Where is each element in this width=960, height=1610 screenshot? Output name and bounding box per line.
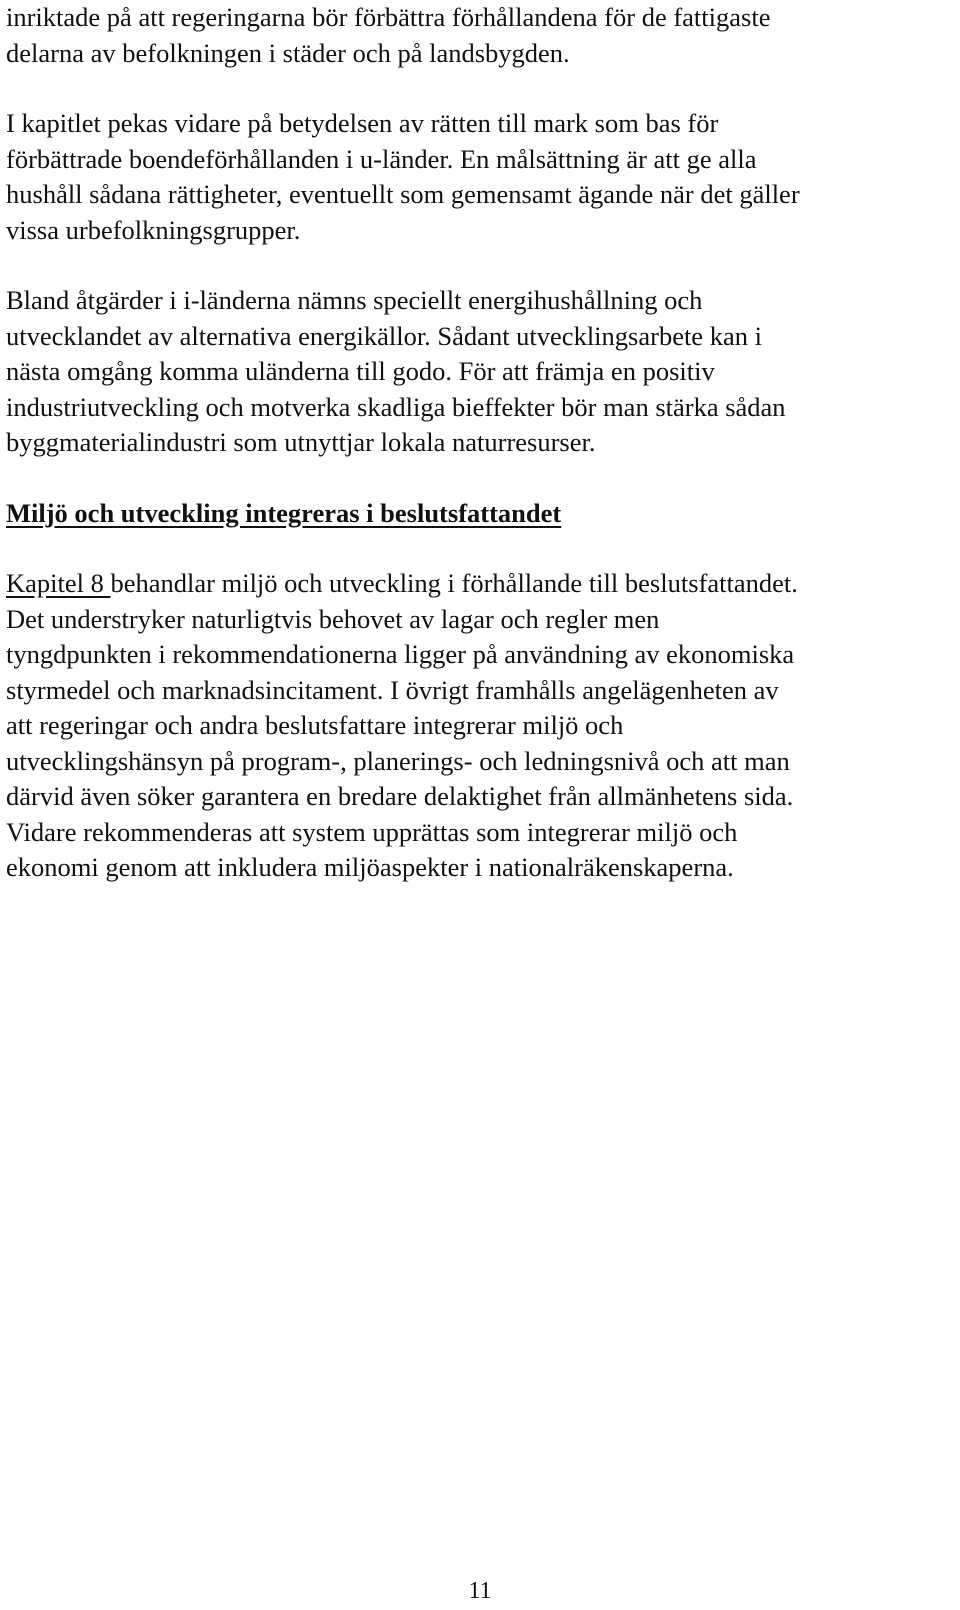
- text-line: tyngdpunkten i rekommendationerna ligger på användning av ekonomiska: [6, 639, 795, 669]
- text-line: byggmaterialindustri som utnyttjar lokala naturresurser.: [6, 427, 596, 457]
- text-line: Det understryker naturligtvis behovet av lagar och regler men: [6, 603, 660, 634]
- text-line: därvid även söker garantera en bredare delaktighet från allmänhetens sida.: [6, 781, 794, 811]
- text-line: inriktade på att regeringarna bör förbättra förhållandena för de fattigaste: [6, 2, 771, 32]
- text-line: nästa omgång komma uländerna till godo. För att främja en positiv: [6, 356, 715, 386]
- text-line: utvecklandet av alternativa energikällor. Sådant utvecklingsarbete kan i: [6, 320, 762, 351]
- text-line: förbättrade boendeförhållanden i u-länder. En målsättning är att ge alla: [6, 143, 757, 174]
- text-line: ekonomi genom att inkludera miljöaspekter i nationalräkenskaperna.: [6, 852, 734, 882]
- text-line: Vidare rekommenderas att system upprättas som integrerar miljö och: [6, 816, 738, 847]
- paragraph-4: [6, 566, 956, 886]
- text-line: industriutveckling och motverka skadliga bieffekter bör man stärka sådan: [6, 391, 786, 422]
- text-line: Bland åtgärder i i-länderna nämns speciellt energihushållning och: [6, 285, 703, 315]
- paragraph-1: [6, 0, 956, 71]
- text-line: hushåll sådana rättigheter, eventuellt som gemensamt ägande när det gäller: [6, 179, 800, 209]
- text-line: utvecklingshänsyn på program-, planerings- och ledningsnivå och att man: [6, 745, 790, 776]
- document-page: [6, 0, 956, 886]
- text-line-rest: behandlar miljö och utveckling i förhållande till beslutsfattandet.: [110, 568, 798, 598]
- text-line: vissa urbefolkningsgrupper.: [6, 214, 301, 245]
- section-heading: Miljö och utveckling integreras i beslutsfattandet: [6, 497, 562, 528]
- text-line: I kapitlet pekas vidare på betydelsen av rätten till mark som bas för: [6, 108, 719, 138]
- text-line: att regeringar och andra beslutsfattare integrerar miljö och: [6, 710, 624, 740]
- chapter-reference-link[interactable]: Kapitel 8: [6, 568, 111, 598]
- paragraph-3: [6, 283, 956, 461]
- text-line: styrmedel och marknadsincitament. I övrigt framhålls angelägenheten av: [6, 674, 779, 705]
- page-number: 11: [468, 1578, 492, 1604]
- paragraph-2: [6, 106, 956, 248]
- text-line: delarna av befolkningen i städer och på landsbygden.: [6, 37, 570, 68]
- text-line-with-reference: [6, 566, 956, 602]
